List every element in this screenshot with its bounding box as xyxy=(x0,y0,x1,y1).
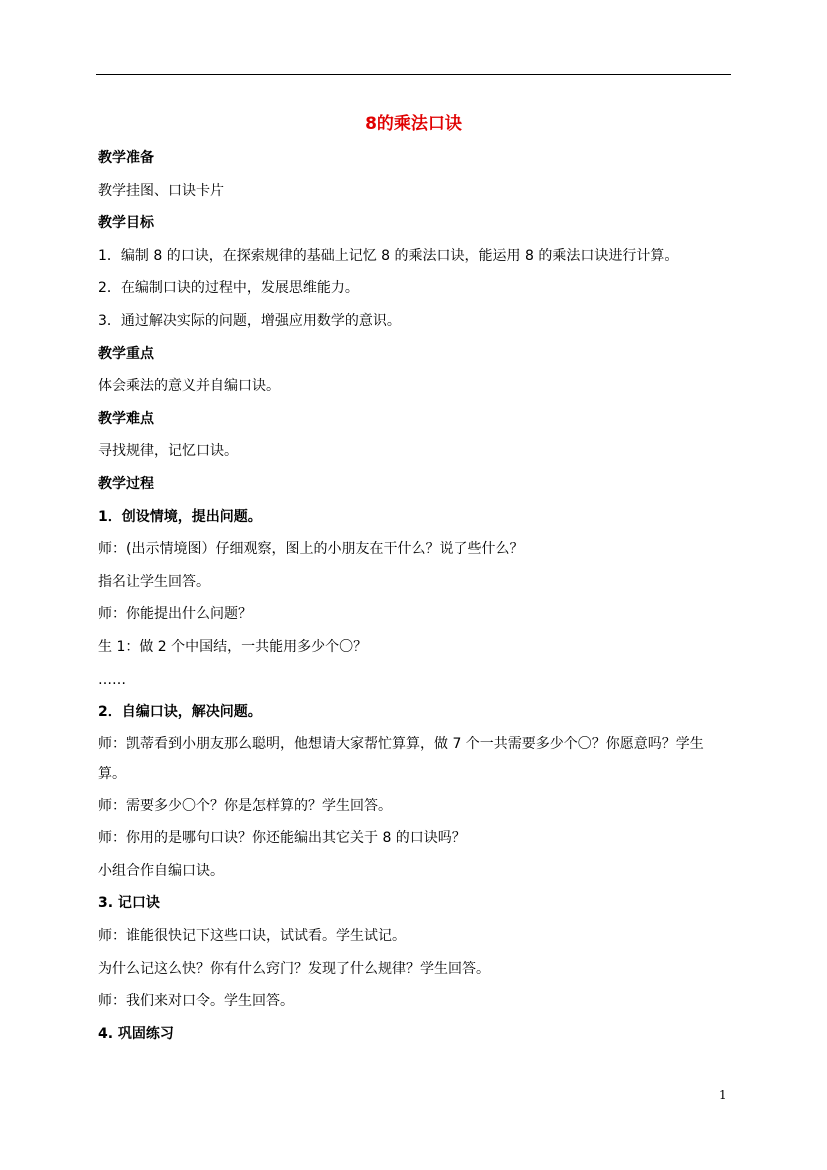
document-body xyxy=(98,146,730,1054)
paragraph: 3．通过解决实际的问题，增强应用数学的意识。 xyxy=(98,312,401,329)
paragraph: 指名让学生回答。 xyxy=(98,573,210,590)
paragraph: 1．编制 8 的口诀，在探索规律的基础上记忆 8 的乘法口诀，能运用 8 的乘法口诀进行计算。 xyxy=(98,247,679,264)
paragraph: 师：你能提出什么问题？ xyxy=(98,606,252,623)
paragraph: …… xyxy=(98,671,126,688)
paragraph: 师：需要多少〇个？你是怎样算的？学生回答。 xyxy=(98,797,392,814)
section-heading: 4. 巩固练习 xyxy=(98,1025,174,1042)
paragraph: 师：凯蒂看到小朋友那么聪明，他想请大家帮忙算算，做 7 个一共需要多少个〇？你愿意吗？学生算。 xyxy=(98,735,704,782)
paragraph: 寻找规律，记忆口诀。 xyxy=(98,443,238,460)
paragraph: 体会乘法的意义并自编口诀。 xyxy=(98,378,280,395)
paragraph: 师：(出示情境图）仔细观察，图上的小朋友在干什么？说了些什么？ xyxy=(98,541,524,558)
section-heading: 3. 记口诀 xyxy=(98,895,160,912)
paragraph: 生 1：做 2 个中国结，一共能用多少个〇？ xyxy=(98,638,368,655)
paragraph: 师：你用的是哪句口诀？你还能编出其它关于 8 的口诀吗？ xyxy=(98,830,466,847)
header-rule xyxy=(96,74,731,75)
paragraph: 师：我们来对口令。学生回答。 xyxy=(98,993,294,1010)
paragraph: 教学挂图、口诀卡片 xyxy=(98,182,224,199)
paragraph: 师：谁能很快记下这些口诀，试试看。学生试记。 xyxy=(98,928,406,945)
section-heading: 教学难点 xyxy=(98,410,154,427)
paragraph: 小组合作自编口诀。 xyxy=(98,862,224,879)
document-title: 8的乘法口诀 xyxy=(365,114,462,134)
section-heading: 教学重点 xyxy=(98,345,154,362)
paragraph: 为什么记这么快？你有什么窍门？发现了什么规律？学生回答。 xyxy=(98,960,490,977)
section-heading: 教学过程 xyxy=(98,475,154,492)
section-heading: 1．创设情境，提出问题。 xyxy=(98,508,262,525)
page-number: 1 xyxy=(719,1088,727,1102)
section-heading: 教学目标 xyxy=(98,215,154,232)
section-heading: 教学准备 xyxy=(98,150,154,166)
paragraph: 2．在编制口诀的过程中，发展思维能力。 xyxy=(98,280,359,297)
section-heading: 2．自编口诀，解决问题。 xyxy=(98,704,262,721)
